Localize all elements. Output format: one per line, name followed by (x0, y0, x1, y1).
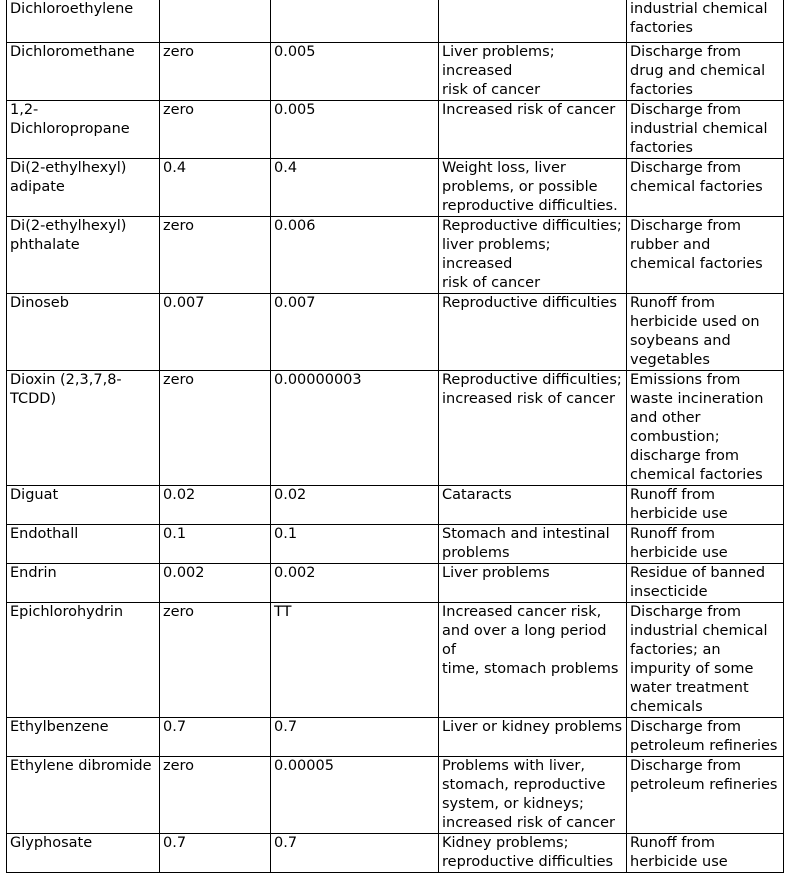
mcl-cell: 0.7 (271, 717, 439, 756)
sources-cell: Runoff from herbicide use (627, 833, 784, 872)
mclg-cell: zero (160, 370, 271, 485)
mclg-cell: zero (160, 602, 271, 717)
mclg-cell: zero (160, 42, 271, 100)
sources-cell: Runoff from herbicide use (627, 524, 784, 563)
health-effects-cell: Problems with liver, stomach, reproductive system, or kidneys; increased risk of cancer (439, 756, 627, 833)
health-effects-cell: Cataracts (439, 485, 627, 524)
mclg-cell: zero (160, 216, 271, 293)
mcl-cell: 0.002 (271, 563, 439, 602)
mclg-cell: 0.007 (160, 293, 271, 370)
sources-cell: Residue of banned insecticide (627, 563, 784, 602)
contaminant-cell: Dinoseb (7, 293, 160, 370)
health-effects-cell: Liver problems (439, 563, 627, 602)
sources-cell: Discharge from petroleum refineries (627, 717, 784, 756)
mclg-cell: 0.1 (160, 524, 271, 563)
mclg-cell: zero (160, 100, 271, 158)
mcl-cell: 0.007 (271, 293, 439, 370)
table-row (7, 158, 784, 216)
mcl-cell: 0.7 (271, 833, 439, 872)
contaminant-cell: Diguat (7, 485, 160, 524)
table-row (7, 100, 784, 158)
health-effects-cell (439, 0, 627, 42)
sources-cell: Discharge from rubber and chemical factories (627, 216, 784, 293)
mclg-cell (160, 0, 271, 42)
sources-cell: Discharge from chemical factories (627, 158, 784, 216)
mcl-cell: 0.005 (271, 100, 439, 158)
sources-cell: Discharge from industrial chemical factories (627, 100, 784, 158)
health-effects-cell: Stomach and intestinal problems (439, 524, 627, 563)
health-effects-cell: Kidney problems; reproductive difficulties (439, 833, 627, 872)
mclg-cell: 0.002 (160, 563, 271, 602)
health-effects-cell: Increased risk of cancer (439, 100, 627, 158)
health-effects-cell: Reproductive difficulties (439, 293, 627, 370)
table-row (7, 485, 784, 524)
contaminant-cell: Glyphosate (7, 833, 160, 872)
table-row (7, 833, 784, 872)
mcl-cell: 0.00000003 (271, 370, 439, 485)
mclg-cell: 0.7 (160, 833, 271, 872)
contaminant-cell: Endothall (7, 524, 160, 563)
table-row (7, 756, 784, 833)
sources-cell: Discharge from drug and chemical factories (627, 42, 784, 100)
health-effects-cell: Increased cancer risk, and over a long period of time, stomach problems (439, 602, 627, 717)
mcl-cell: 0.1 (271, 524, 439, 563)
table-row (7, 563, 784, 602)
table-row (7, 216, 784, 293)
sources-cell: Emissions from waste incineration and other combustion; discharge from chemical factories (627, 370, 784, 485)
table-row (7, 370, 784, 485)
contaminant-cell: Endrin (7, 563, 160, 602)
health-effects-cell: Liver or kidney problems (439, 717, 627, 756)
contaminant-cell: Di(2-ethylhexyl) phthalate (7, 216, 160, 293)
mclg-cell: 0.7 (160, 717, 271, 756)
table-row (7, 42, 784, 100)
sources-cell: Discharge from petroleum refineries (627, 756, 784, 833)
contaminant-cell: Dichloromethane (7, 42, 160, 100)
contaminant-cell: Dioxin (2,3,7,8- TCDD) (7, 370, 160, 485)
health-effects-cell: Weight loss, liver problems, or possible reproductive difficulties. (439, 158, 627, 216)
table-row (7, 602, 784, 717)
health-effects-cell: Reproductive difficulties; liver problems; increased risk of cancer (439, 216, 627, 293)
mclg-cell: 0.4 (160, 158, 271, 216)
mcl-cell: 0.005 (271, 42, 439, 100)
sources-cell: Discharge from industrial chemical factories; an impurity of some water treatment chemicals (627, 602, 784, 717)
contaminant-cell: Dichloroethylene (7, 0, 160, 42)
table-row (7, 293, 784, 370)
mcl-cell: 0.00005 (271, 756, 439, 833)
mcl-cell: TT (271, 602, 439, 717)
mcl-cell: 0.006 (271, 216, 439, 293)
mclg-cell: 0.02 (160, 485, 271, 524)
contaminant-cell: Ethylbenzene (7, 717, 160, 756)
table-row (7, 717, 784, 756)
sources-cell: industrial chemical factories (627, 0, 784, 42)
contaminant-cell: Ethylene dibromide (7, 756, 160, 833)
table-body (7, 0, 784, 872)
contaminant-cell: 1,2- Dichloropropane (7, 100, 160, 158)
mcl-cell (271, 0, 439, 42)
health-effects-cell: Liver problems; increased risk of cancer (439, 42, 627, 100)
mcl-cell: 0.02 (271, 485, 439, 524)
mclg-cell: zero (160, 756, 271, 833)
sources-cell: Runoff from herbicide used on soybeans and vegetables (627, 293, 784, 370)
contaminant-cell: Di(2-ethylhexyl) adipate (7, 158, 160, 216)
sources-cell: Runoff from herbicide use (627, 485, 784, 524)
contaminants-table (6, 0, 784, 873)
table-row (7, 0, 784, 42)
health-effects-cell: Reproductive difficulties; increased risk of cancer (439, 370, 627, 485)
mcl-cell: 0.4 (271, 158, 439, 216)
contaminant-cell: Epichlorohydrin (7, 602, 160, 717)
table-row (7, 524, 784, 563)
